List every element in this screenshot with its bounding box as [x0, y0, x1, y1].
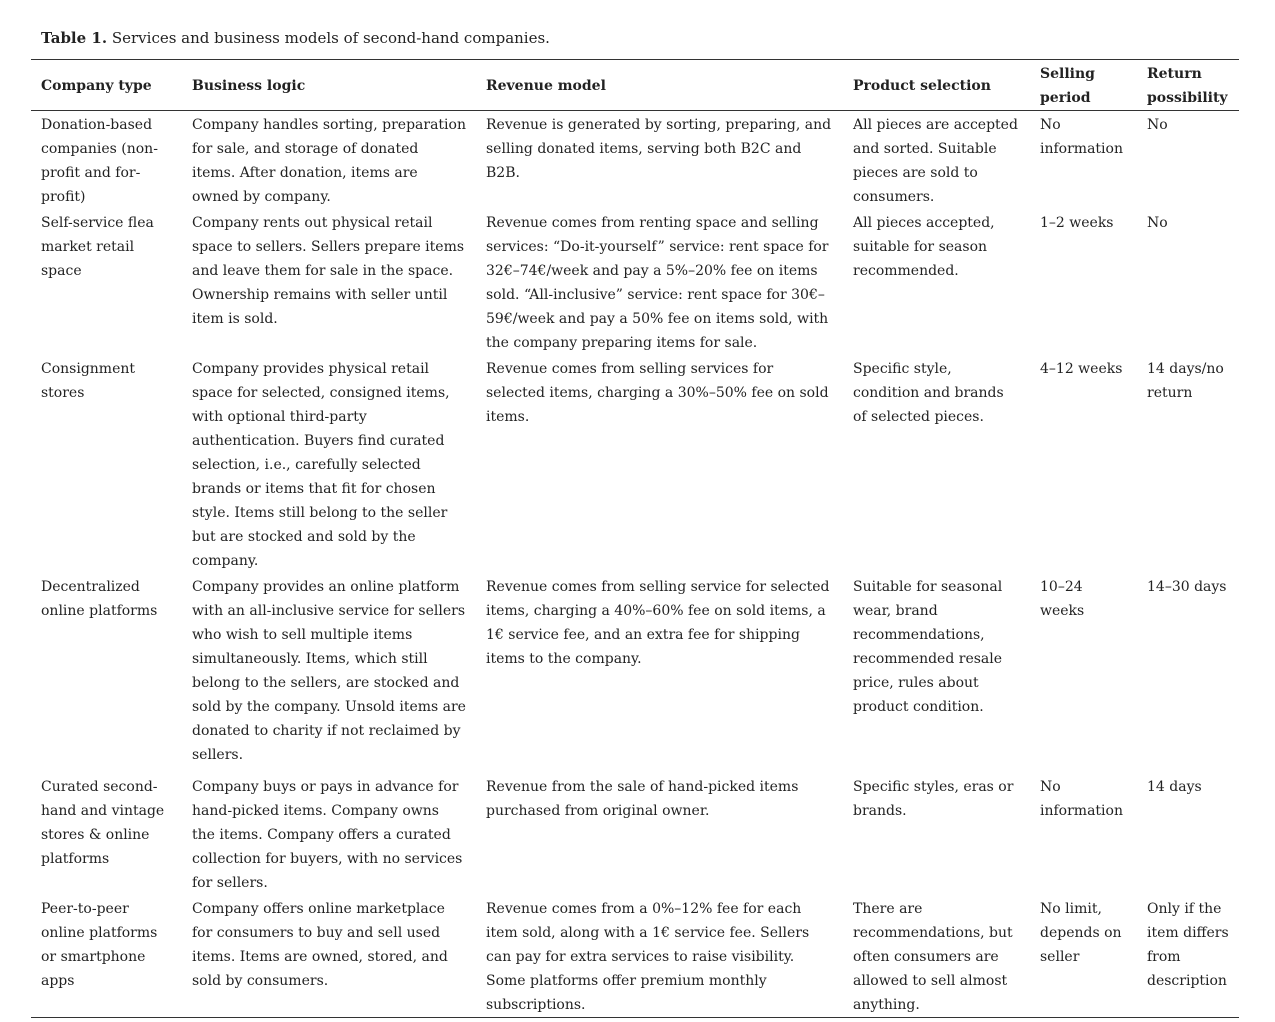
cell-business-logic: Company provides an online platform with an all-inclusive service for sellers who wish to sell multiple items simultaneously. Items, which still belong to the sellers, are stocked and sold by the company. Unsold items are donated to charity if not reclaimed by sellers. — [192, 579, 466, 763]
cell-product-selection: Specific style, condition and brands of selected pieces. — [853, 361, 1004, 425]
table-row — [31, 773, 1239, 895]
cell-business-logic: Company handles sorting, preparation for sale, and storage of donated items. After donation, items are owned by company. — [192, 117, 466, 205]
cell-business-logic: Company rents out physical retail space to sellers. Sellers prepare items and leave them for sale in the space. Ownership remains with seller until item is sold. — [192, 215, 465, 327]
cell-company-type: Peer-to-peer online platforms or smartphone apps — [41, 901, 158, 989]
cell-product-selection: Suitable for seasonal wear, brand recommendations, recommended resale price, rules about product condition. — [853, 579, 1003, 715]
cell-company-type: Curated second-hand and vintage stores & online platforms — [41, 779, 165, 867]
header-business-logic: Business logic — [192, 78, 306, 94]
table-row — [31, 355, 1239, 573]
cell-return-possibility: No — [1147, 215, 1168, 231]
table-row — [31, 895, 1239, 1018]
business-models-table — [31, 59, 1239, 1018]
cell-selling-period: No information — [1040, 117, 1123, 157]
cell-revenue-model: Revenue comes from renting space and selling services: “Do-it-yourself” service: rent space for 32€–74€/week and pay a 5%–20% fee on items sold. “All-inclusive” service: rent space for 30€–59€/week and pay a 50% fee on items sold, with the company preparing items for sale. — [486, 215, 829, 351]
cell-business-logic: Company provides physical retail space for selected, consigned items, with optional third-party authentication. Buyers find curated selection, i.e., carefully selected brands or items that fit for chosen style. Items still belong to the seller but are stocked and sold by the company. — [192, 361, 450, 569]
cell-selling-period: 4–12 weeks — [1040, 361, 1123, 377]
cell-selling-period: 1–2 weeks — [1040, 215, 1114, 231]
header-return-possibility: Return possibility — [1147, 66, 1228, 106]
cell-revenue-model: Revenue is generated by sorting, preparing, and selling donated items, serving both B2C and B2B. — [486, 117, 832, 181]
cell-revenue-model: Revenue comes from a 0%–12% fee for each item sold, along with a 1€ service fee. Sellers can pay for extra services to raise visibility. Some platforms offer premium monthly subscriptions. — [486, 901, 810, 1013]
cell-business-logic: Company offers online marketplace for consumers to buy and sell used items. Items are owned, stored, and sold by consumers. — [192, 901, 448, 989]
table-row — [31, 573, 1239, 773]
caption-text: Services and business models of second-hand companies. — [111, 29, 550, 47]
cell-company-type: Self-service flea market retail space — [41, 215, 154, 279]
header-row — [31, 60, 1239, 111]
cell-return-possibility: No — [1147, 117, 1168, 133]
cell-product-selection: All pieces accepted, suitable for season recommended. — [853, 215, 995, 279]
cell-company-type: Consignment stores — [41, 361, 136, 401]
cell-return-possibility: 14–30 days — [1147, 579, 1227, 595]
cell-selling-period: 10–24 weeks — [1040, 579, 1085, 619]
cell-selling-period: No information — [1040, 779, 1123, 819]
cell-revenue-model: Revenue comes from selling service for selected items, charging a 40%–60% fee on sold items, a 1€ service fee, and an extra fee for shipping items to the company. — [486, 579, 830, 667]
header-selling-period: Selling period — [1040, 66, 1095, 106]
cell-business-logic: Company buys or pays in advance for hand-picked items. Company owns the items. Company offers a curated collection for buyers, with no services for sellers. — [192, 779, 463, 891]
header-revenue-model: Revenue model — [486, 78, 606, 94]
cell-return-possibility: 14 days/no return — [1147, 361, 1224, 401]
caption-label: Table 1. — [41, 29, 108, 47]
cell-selling-period: No limit, depends on seller — [1040, 901, 1122, 965]
cell-return-possibility: 14 days — [1147, 779, 1202, 795]
cell-company-type: Donation-based companies (non-profit and for-profit) — [41, 117, 158, 205]
table-row — [31, 111, 1239, 210]
cell-return-possibility: Only if the item differs from description — [1147, 901, 1229, 989]
header-product-selection: Product selection — [853, 78, 991, 94]
cell-revenue-model: Revenue from the sale of hand-picked items purchased from original owner. — [486, 779, 799, 819]
table-caption — [41, 28, 550, 48]
header-company-type: Company type — [41, 78, 152, 94]
cell-product-selection: Specific styles, eras or brands. — [853, 779, 1014, 819]
cell-product-selection: There are recommendations, but often consumers are allowed to sell almost anything. — [853, 901, 1013, 1013]
cell-product-selection: All pieces are accepted and sorted. Suitable pieces are sold to consumers. — [853, 117, 1018, 205]
table-row — [31, 209, 1239, 355]
cell-company-type: Decentralized online platforms — [41, 579, 158, 619]
cell-revenue-model: Revenue comes from selling services for selected items, charging a 30%–50% fee on sold items. — [486, 361, 829, 425]
